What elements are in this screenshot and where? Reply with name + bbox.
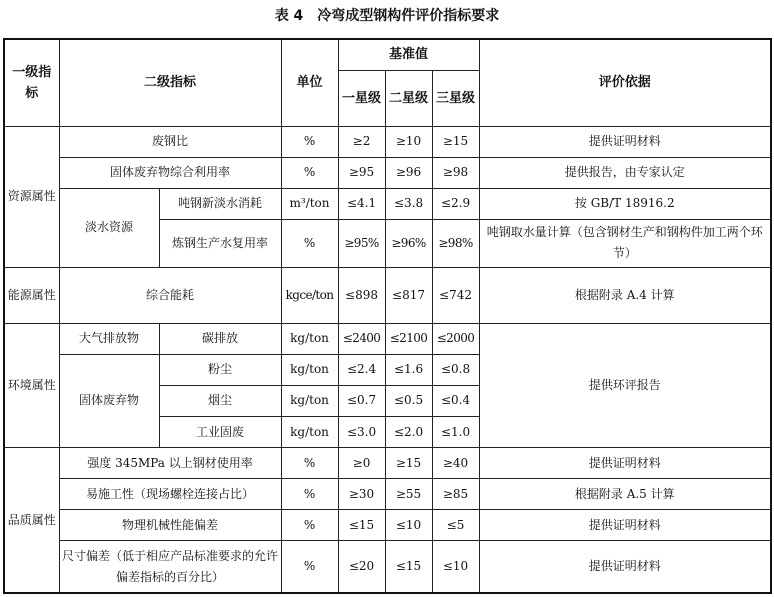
table-row <box>4 126 771 157</box>
evaluation-table <box>3 38 772 594</box>
indicator-name: 强度 345MPa 以上钢材使用率 <box>59 448 281 479</box>
star2-value: ≤10 <box>385 510 432 541</box>
indicator-name: 烟尘 <box>159 385 281 416</box>
star1-value: ≤0.7 <box>338 385 385 416</box>
header-basis: 评价依据 <box>479 39 771 126</box>
star3-value: ≥98 <box>432 157 479 188</box>
table-caption: 表 4 冷弯成型钢构件评价指标要求 <box>274 8 500 24</box>
header-row <box>4 39 771 70</box>
indicator-name: 物理机械性能偏差 <box>59 510 281 541</box>
indicator-name: 尺寸偏差（低于相应产品标准要求的允许偏差指标的百分比） <box>59 541 281 593</box>
star1-value: ≤2400 <box>338 323 385 354</box>
unit-cell: % <box>281 510 338 541</box>
unit-cell: kg/ton <box>281 354 338 385</box>
unit-cell: % <box>281 126 338 157</box>
header-unit: 单位 <box>281 39 338 126</box>
category-environment: 环境属性 <box>4 323 59 447</box>
star3-value: ≤2.9 <box>432 188 479 219</box>
star2-value: ≤817 <box>385 267 432 323</box>
star1-value: ≥2 <box>338 126 385 157</box>
basis-cell: 吨钢取水量计算（包含钢材生产和钢构件加工两个环节） <box>479 219 771 267</box>
star1-value: ≤20 <box>338 541 385 593</box>
basis-cell: 根据附录 A.4 计算 <box>479 267 771 323</box>
indicator-name: 吨钢新淡水消耗 <box>159 188 281 219</box>
star2-value: ≤1.6 <box>385 354 432 385</box>
star3-value: ≥98% <box>432 219 479 267</box>
category-resource: 资源属性 <box>4 126 59 267</box>
indicator-name: 综合能耗 <box>59 267 281 323</box>
star2-value: ≤15 <box>385 541 432 593</box>
table-row <box>4 448 771 479</box>
unit-cell: % <box>281 157 338 188</box>
star2-value: ≤0.5 <box>385 385 432 416</box>
group-water: 淡水资源 <box>59 188 159 267</box>
header-level2: 二级指标 <box>59 39 281 126</box>
header-star3: 三星级 <box>432 70 479 126</box>
table-row <box>4 510 771 541</box>
star3-value: ≤2000 <box>432 323 479 354</box>
indicator-name: 固体废弃物综合利用率 <box>59 157 281 188</box>
basis-cell: 提供证明材料 <box>479 126 771 157</box>
star2-value: ≥96% <box>385 219 432 267</box>
table-row <box>4 479 771 510</box>
star3-value: ≤1.0 <box>432 417 479 448</box>
star1-value: ≤2.4 <box>338 354 385 385</box>
indicator-name: 碳排放 <box>159 323 281 354</box>
table-row <box>4 267 771 323</box>
star1-value: ≤4.1 <box>338 188 385 219</box>
header-level1: 一级指标 <box>4 39 59 126</box>
star3-value: ≤5 <box>432 510 479 541</box>
header-star1: 一星级 <box>338 70 385 126</box>
unit-cell: m³/ton <box>281 188 338 219</box>
star1-value: ≤898 <box>338 267 385 323</box>
star1-value: ≥30 <box>338 479 385 510</box>
star1-value: ≥95 <box>338 157 385 188</box>
star3-value: ≤10 <box>432 541 479 593</box>
star3-value: ≥40 <box>432 448 479 479</box>
star1-value: ≥0 <box>338 448 385 479</box>
basis-cell: 提供环评报告 <box>479 323 771 447</box>
table-row <box>4 188 771 219</box>
star1-value: ≤3.0 <box>338 417 385 448</box>
star2-value: ≥96 <box>385 157 432 188</box>
unit-cell: % <box>281 479 338 510</box>
header-baseline: 基准值 <box>338 39 479 70</box>
star3-value: ≥85 <box>432 479 479 510</box>
table-row <box>4 541 771 593</box>
star3-value: ≤742 <box>432 267 479 323</box>
star3-value: ≥15 <box>432 126 479 157</box>
indicator-name: 炼钢生产水复用率 <box>159 219 281 267</box>
basis-cell: 提供证明材料 <box>479 448 771 479</box>
unit-cell: kg/ton <box>281 323 338 354</box>
unit-cell: kg/ton <box>281 417 338 448</box>
indicator-name: 粉尘 <box>159 354 281 385</box>
unit-cell: % <box>281 541 338 593</box>
table-row <box>4 323 771 354</box>
indicator-name: 易施工性（现场螺栓连接占比） <box>59 479 281 510</box>
unit-cell: kg/ton <box>281 385 338 416</box>
table-row <box>4 157 771 188</box>
star1-value: ≤15 <box>338 510 385 541</box>
star2-value: ≤2.0 <box>385 417 432 448</box>
group-solid-waste: 固体废弃物 <box>59 354 159 447</box>
group-air: 大气排放物 <box>59 323 159 354</box>
star3-value: ≤0.4 <box>432 385 479 416</box>
unit-cell: % <box>281 219 338 267</box>
star1-value: ≥95% <box>338 219 385 267</box>
basis-cell: 提供证明材料 <box>479 510 771 541</box>
star2-value: ≥10 <box>385 126 432 157</box>
basis-cell: 提供报告，由专家认定 <box>479 157 771 188</box>
basis-cell: 提供证明材料 <box>479 541 771 593</box>
category-quality: 品质属性 <box>4 448 59 593</box>
basis-cell: 根据附录 A.5 计算 <box>479 479 771 510</box>
star2-value: ≥15 <box>385 448 432 479</box>
star2-value: ≤3.8 <box>385 188 432 219</box>
header-star2: 二星级 <box>385 70 432 126</box>
indicator-name: 工业固废 <box>159 417 281 448</box>
basis-cell: 按 GB/T 18916.2 <box>479 188 771 219</box>
star2-value: ≥55 <box>385 479 432 510</box>
unit-cell: % <box>281 448 338 479</box>
indicator-name: 废钢比 <box>59 126 281 157</box>
category-energy: 能源属性 <box>4 267 59 323</box>
star3-value: ≤0.8 <box>432 354 479 385</box>
unit-cell: kgce/ton <box>281 267 338 323</box>
star2-value: ≤2100 <box>385 323 432 354</box>
